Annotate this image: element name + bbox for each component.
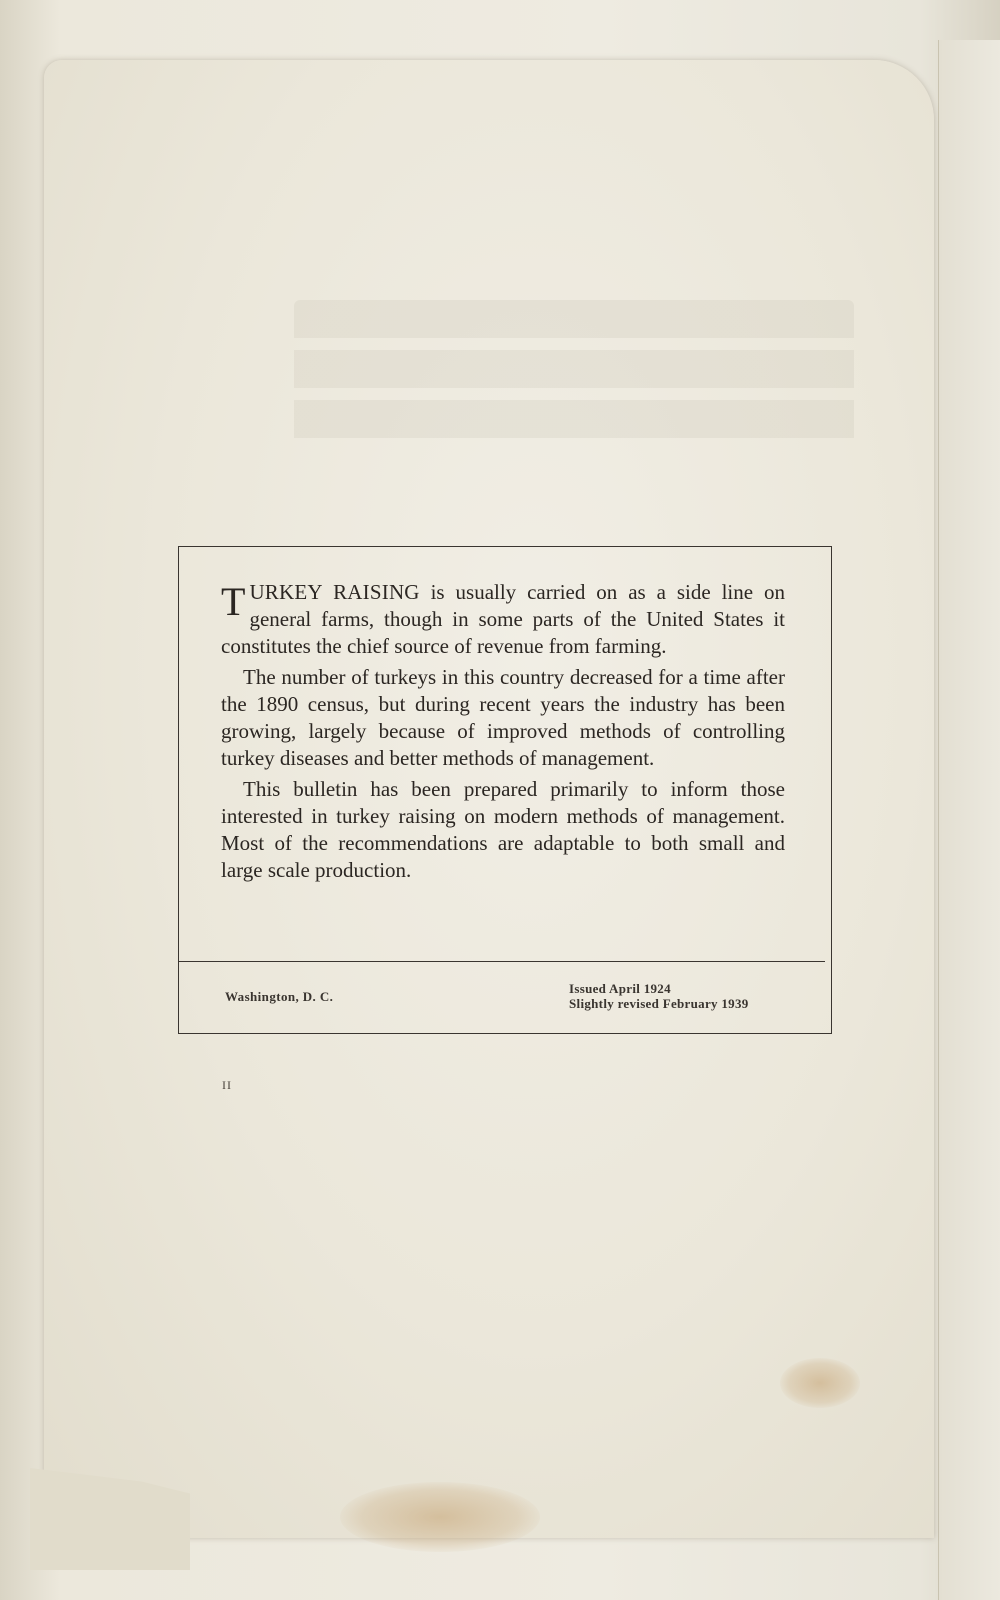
footer-dates [569, 981, 749, 1011]
footer-place: Washington, D. C. [225, 989, 334, 1004]
footer-divider [179, 961, 825, 962]
notice-body [221, 579, 785, 888]
notice-paragraph-2: The number of turkeys in this country decreased for a time after the 1890 census, but during recent years the industry has been growing, largely because of improved methods of controlling turkey diseases and better methods of management. [221, 665, 785, 770]
revised-date: Slightly revised February 1939 [569, 996, 749, 1011]
show-through-title [294, 300, 854, 450]
page-number: II [222, 1078, 232, 1092]
drop-cap: T [221, 579, 246, 624]
notice-paragraph-1 [221, 579, 785, 660]
issued-date: Issued April 1924 [569, 981, 671, 996]
paragraph-1-text: is usually carried on as a side line on general farms, though in some parts of the United States it constitutes the chief source of revenue from farming. [221, 580, 785, 658]
notice-paragraph-3: This bulletin has been prepared primarily to inform those interested in turkey raising on modern methods of management. Most of the recommendations are adaptable to both small and large scale production. [221, 777, 785, 882]
lead-caps: URKEY RAISING [249, 580, 420, 604]
adjacent-page-edge [938, 40, 1000, 1600]
water-stain [340, 1482, 540, 1552]
notice-box [178, 546, 832, 1034]
water-stain [780, 1358, 860, 1408]
